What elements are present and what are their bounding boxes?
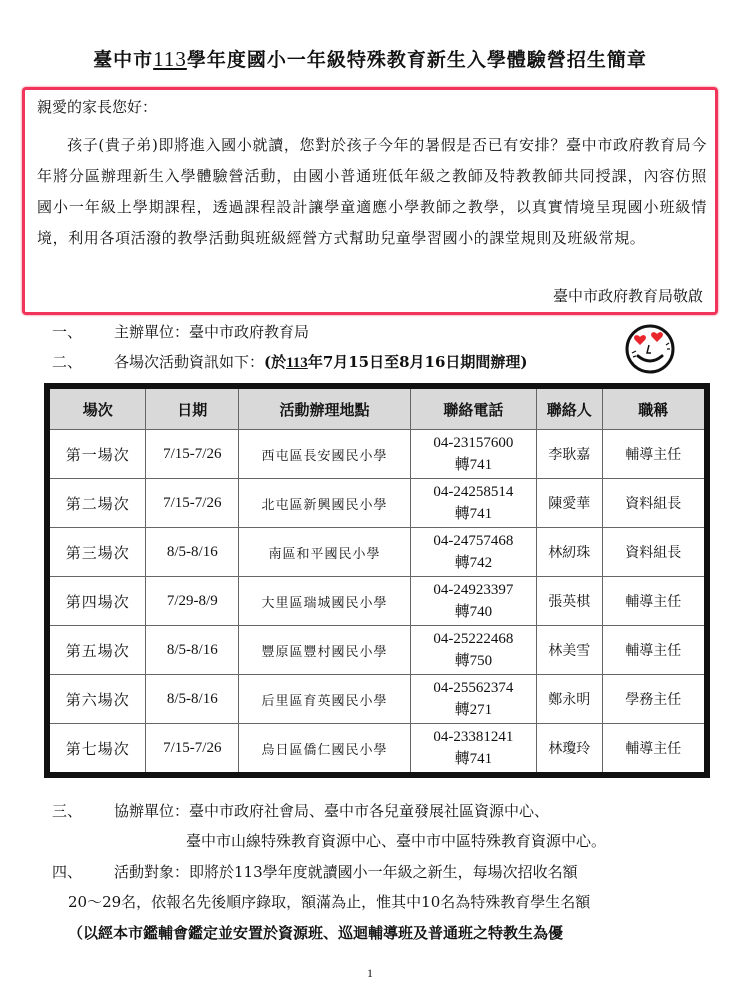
cell-location: 北屯區新興國民小學 <box>239 479 411 528</box>
cell-phone <box>410 577 536 626</box>
table-row <box>47 724 707 776</box>
header-contact: 聯絡人 <box>536 386 602 430</box>
cell-phone <box>410 479 536 528</box>
cell-job-title: 輔導主任 <box>602 724 707 776</box>
table-header-row <box>47 386 707 430</box>
cell-date: 8/5-8/16 <box>146 626 239 675</box>
heart-eyes-smiley-icon <box>624 323 676 375</box>
section-number: 二、 <box>52 353 83 371</box>
cell-job-title: 資料組長 <box>602 479 707 528</box>
phone-extension: 轉271 <box>454 702 493 718</box>
phone-extension: 轉741 <box>454 751 493 767</box>
table-row <box>47 479 707 528</box>
cell-job-title: 輔導主任 <box>602 626 707 675</box>
phone-number: 04-24258514 <box>433 484 514 500</box>
cell-date: 7/15-7/26 <box>146 479 239 528</box>
cell-location: 大里區瑞城國民小學 <box>239 577 411 626</box>
table-row <box>47 626 707 675</box>
cell-contact: 陳愛華 <box>536 479 602 528</box>
cell-job-title: 輔導主任 <box>602 430 707 479</box>
cell-contact: 林紉珠 <box>536 528 602 577</box>
section-co-organizers-cont: 臺中市山線特殊教育資源中心、臺中市中區特殊教育資源中心。 <box>186 832 607 850</box>
section-text: 活動對象：即將於113學年度就讀國小一年級之新生，每場次招收名額 <box>114 863 578 881</box>
phone-number: 04-23381241 <box>433 729 514 745</box>
section-number: 四、 <box>52 863 83 881</box>
letter-body <box>37 130 707 254</box>
cell-phone <box>410 626 536 675</box>
section-number: 一、 <box>52 323 83 341</box>
schedule-period-rest: 年7月15日至8月16日期間辦理) <box>307 353 528 371</box>
cell-phone <box>410 724 536 776</box>
table-row <box>47 577 707 626</box>
cell-job-title: 學務主任 <box>602 675 707 724</box>
cell-date: 7/15-7/26 <box>146 430 239 479</box>
schedule-period-year: 113 <box>286 355 308 371</box>
letter-signature: 臺中市政府教育局敬啟 <box>552 287 703 305</box>
cell-location: 西屯區長安國民小學 <box>239 430 411 479</box>
section-target-priority: （以經本市鑑輔會鑑定並安置於資源班、巡迴輔導班及普通班之特教生為優 <box>68 924 564 942</box>
session-schedule-table <box>44 383 710 778</box>
table-row <box>47 675 707 724</box>
cell-location: 豐原區豐村國民小學 <box>239 626 411 675</box>
cell-date: 8/5-8/16 <box>146 528 239 577</box>
cell-session: 第一場次 <box>47 430 146 479</box>
letter-greeting: 親愛的家長您好： <box>37 98 158 116</box>
phone-number: 04-25222468 <box>433 631 514 647</box>
section-schedule-intro <box>52 351 528 372</box>
cell-date: 8/5-8/16 <box>146 675 239 724</box>
cell-phone <box>410 528 536 577</box>
cell-contact: 林瓊玲 <box>536 724 602 776</box>
phone-number: 04-24757468 <box>433 533 514 549</box>
cell-contact: 張英棋 <box>536 577 602 626</box>
cell-session: 第七場次 <box>47 724 146 776</box>
table-row <box>47 430 707 479</box>
cell-session: 第六場次 <box>47 675 146 724</box>
phone-number: 04-24923397 <box>433 582 514 598</box>
title-prefix: 臺中市 <box>93 49 154 71</box>
section-organizer <box>52 321 309 342</box>
cell-phone <box>410 675 536 724</box>
schedule-period-open: (於 <box>264 353 287 371</box>
header-session: 場次 <box>47 386 146 430</box>
title-year: 113 <box>153 47 187 71</box>
page-number: 1 <box>367 966 373 980</box>
section-text: 各場次活動資訊如下： <box>114 353 265 371</box>
section-number: 三、 <box>52 802 83 820</box>
header-job-title: 職稱 <box>602 386 707 430</box>
phone-extension: 轉750 <box>454 653 493 669</box>
table-row <box>47 528 707 577</box>
section-co-organizers <box>52 800 549 821</box>
cell-session: 第五場次 <box>47 626 146 675</box>
section-target <box>52 861 578 882</box>
cell-contact: 李耿嘉 <box>536 430 602 479</box>
cell-location: 南區和平國民小學 <box>239 528 411 577</box>
document-title <box>0 45 740 72</box>
phone-extension: 轉741 <box>454 457 493 473</box>
cell-contact: 林美雪 <box>536 626 602 675</box>
phone-extension: 轉742 <box>454 555 493 571</box>
cell-date: 7/15-7/26 <box>146 724 239 776</box>
section-text: 協辦單位：臺中市政府社會局、臺中市各兒童發展社區資源中心、 <box>114 802 550 820</box>
section-target-cont: 20～29名，依報名先後順序錄取，額滿為止，惟其中10名為特殊教育學生名額 <box>68 893 591 911</box>
header-date: 日期 <box>146 386 239 430</box>
phone-extension: 轉741 <box>454 506 493 522</box>
cell-date: 7/29-8/9 <box>146 577 239 626</box>
cell-session: 第二場次 <box>47 479 146 528</box>
phone-number: 04-23157600 <box>433 435 514 451</box>
cell-location: 烏日區僑仁國民小學 <box>239 724 411 776</box>
phone-number: 04-25562374 <box>433 680 514 696</box>
letter-body-text: 孩子(貴子弟)即將進入國小就讀，您對於孩子今年的暑假是否已有安排？臺中市政府教育局今年將分區辦理新生入學體驗營活動，由國小普通班低年級之教師及特教教師共同授課，內容仿照國小一年級上學期課程，透過課程設計讓學童適應小學教師之教學，以真實情境呈現國小班級情境，利用各項活潑的教學活動與班級經營方式幫助兒童學習國小的課堂規則及班級常規。 <box>37 136 707 247</box>
section-text: 主辦單位：臺中市政府教育局 <box>114 323 310 341</box>
cell-session: 第四場次 <box>47 577 146 626</box>
header-location: 活動辦理地點 <box>239 386 411 430</box>
header-phone: 聯絡電話 <box>410 386 536 430</box>
cell-job-title: 輔導主任 <box>602 577 707 626</box>
title-suffix: 學年度國小一年級特殊教育新生入學體驗營招生簡章 <box>186 49 647 71</box>
cell-job-title: 資料組長 <box>602 528 707 577</box>
parent-letter-box <box>22 87 718 315</box>
cell-contact: 鄭永明 <box>536 675 602 724</box>
cell-session: 第三場次 <box>47 528 146 577</box>
phone-extension: 轉740 <box>454 604 493 620</box>
cell-phone <box>410 430 536 479</box>
cell-location: 后里區育英國民小學 <box>239 675 411 724</box>
